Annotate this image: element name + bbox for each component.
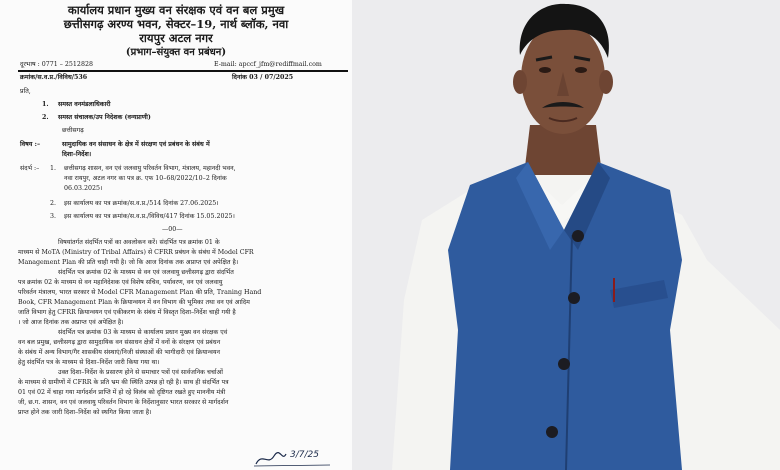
jacket-button xyxy=(568,292,580,304)
left-ear xyxy=(513,70,527,94)
body-line: वन बल प्रमुख, छत्तीसगढ़ द्वारा सामुदायिक वन संसाधन क्षेत्रों में वनों के संरक्षण एवं प्रबंधन xyxy=(18,339,221,346)
body-line: Book, CFR Management Plan के क्रियान्वयन में वन विभाग की भूमिका तथा वन एवं आदिम xyxy=(18,299,250,306)
recipient-state: छत्तीसगढ़ xyxy=(62,127,84,134)
right-eye xyxy=(575,67,587,73)
body-line: उक्त दिशा–निर्देश के प्रसारण होने से समाचार पत्रों एवं सार्वजनिक चर्चाओं xyxy=(58,369,223,376)
reference-1-line-3: 06.03.2025। xyxy=(64,185,103,192)
letter-email: E-mail: apccf_jfm@rediffmail.com xyxy=(214,61,322,68)
jacket-button xyxy=(572,230,584,242)
subject-line-2: दिशा–निर्देश। xyxy=(62,151,92,158)
body-line: परिवर्तन मंत्रालय, भारत सरकार से Model CFR Management Plan की प्रति, Traning Hand xyxy=(18,289,262,296)
body-line: संदर्भित पत्र क्रमांक 03 के माध्यम से कार्यालय प्रधान मुख्य वन संरक्षक एवं xyxy=(58,329,228,336)
header-rule xyxy=(18,70,348,72)
reference-3-number: 3. xyxy=(50,213,57,220)
right-ear xyxy=(599,70,613,94)
letter-header-line3: रायपुर अटल नगर xyxy=(139,31,213,45)
reference-2-line-1: इस कार्यालय का पत्र क्रमांक/स.व.प्र./514 दिनांक 27.06.2025। xyxy=(64,200,219,207)
body-line: Management Plan की प्रति चाही गयी है। जो कि आज दिनांक तक अप्राप्त एवं अपेक्षित है। xyxy=(18,259,239,266)
body-line: संदर्भित पत्र क्रमांक 02 के माध्यम से वन एवं जलवायु छत्तीसगढ़ द्वारा संदर्भित xyxy=(58,269,234,276)
letter-header-division: (प्रभाग–संयुक्त वन प्रबंधन) xyxy=(125,47,227,58)
separator: —00— xyxy=(162,226,183,233)
reference-3-line-1: इस कार्यालय का पत्र क्रमांक/स.व.प्र./विविध/417 दिनांक 15.05.2025। xyxy=(64,213,235,220)
reference-1-line-2: नवा रायपुर, अटल नगर का पत्र क्र. एफ 10–68/2022/10–2 दिनांक xyxy=(64,175,227,182)
body-line: हेतु संदर्भित पत्र के माध्यम से दिशा–निर्देश जारी किया गया था। xyxy=(18,359,160,366)
reference-2-number: 2. xyxy=(50,200,57,207)
portrait-photo xyxy=(352,0,780,470)
portrait-image xyxy=(352,0,780,470)
recipient-2: 2. समस्त संचालक/उप निदेशक (वन्यप्राणी) xyxy=(42,114,151,121)
body-line: के माध्यम से ग्रामीणों में CFRR के प्रति भ्रम की स्थिति उत्पन्न हो रही है। साथ ही संदर्भित पत्र xyxy=(18,379,229,386)
handwritten-signature xyxy=(252,448,332,468)
recipient-1: 1. समस्त वनमंडलाधिकारी xyxy=(42,101,111,108)
subject-line-1: सामुदायिक वन संसाधन के क्षेत्र में संरक्षण एवं प्रबंधन के संबंध में xyxy=(62,141,210,148)
reference-1-line-1: छत्तीसगढ़ शासन, वन एवं जलवायु परिवर्तन विभाग, मंत्रालय, महानदी भवन, xyxy=(64,165,236,172)
letter-header-line2: छत्तीसगढ़ अरण्य भवन, सेक्टर–19, नार्थ ब्लॉक, नवा xyxy=(63,17,289,31)
body-line: प्राप्त होने तक जारी दिशा–निर्देश को स्थगित किया जाता है। xyxy=(18,409,152,416)
body-line: विषयांतर्गत संदर्भित पत्रों का अवलोकन करें। संदर्भित पत्र क्रमांक 01 के xyxy=(58,239,220,246)
jacket-button xyxy=(558,358,570,370)
jacket-button xyxy=(546,426,558,438)
letter-phone: दूरभाष : 0771 – 2512828 xyxy=(20,61,93,68)
body-line: पत्र क्रमांक 02 के माध्यम से वन महानिदेशक एवं विशेष सचिव, पर्यावरण, वन एवं जलवायु xyxy=(18,279,223,286)
letter-date: दिनांक 03 / 07/2025 xyxy=(232,74,294,81)
left-eye xyxy=(539,67,551,73)
letter-reference-number: क्रमांक/स.व.प्र./विविध/536 xyxy=(20,74,88,81)
signature-date: 3/7/25 xyxy=(290,450,319,460)
body-line: । जो आज दिनांक तक अप्राप्त एवं अपेक्षित है। xyxy=(18,319,124,326)
official-letter xyxy=(0,0,352,470)
letter-header-line1: कार्यालय प्रधान मुख्य वन संरक्षक एवं वन बल प्रमुख xyxy=(67,3,285,17)
body-line: के संबंध में अन्य विभाग/गैर शासकीय संस्थाएं/निजी संस्थाओं की भागीदारी एवं क्रियान्वयन xyxy=(18,349,221,356)
letter-body xyxy=(18,238,348,418)
body-line: जाति विभाग हेतु CFRR क्रियान्वयन एवं एकीकरण के संबंध में विस्तृत दिशा–निर्देश चाही गयी है xyxy=(18,309,236,316)
subject-label: विषय :– xyxy=(20,141,41,148)
body-line: जी, छ.ग. शासन, वन एवं जलवायु परिवर्तन विभाग के निर्देशानुसार भारत सरकार से मार्गदर्शन xyxy=(18,399,229,406)
body-line: 01 एवं 02 में चाहा गया मार्गदर्शन प्राप्ति में हो रहे विलंब को दृष्टिगत रखते हुए माननीय मंत्री xyxy=(18,389,226,396)
body-line: माध्यम से MoTA (Ministry of Tribal Affairs) से CFRR प्रबंधन के संबंध में Model CFR xyxy=(18,249,254,256)
references-label: संदर्भ :– xyxy=(20,165,40,172)
reference-1-number: 1. xyxy=(50,165,57,172)
to-label: प्रति, xyxy=(20,88,31,95)
